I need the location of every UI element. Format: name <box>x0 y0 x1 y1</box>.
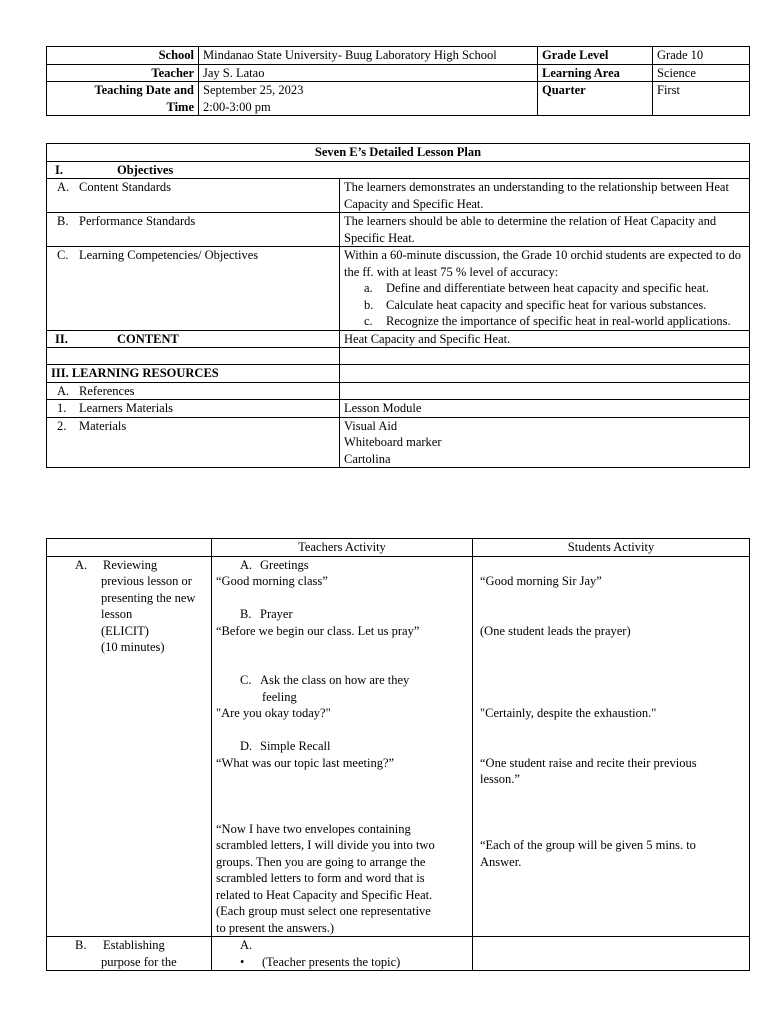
competencies-intro: Within a 60-minute discussion, the Grade 10 orchid students are expected to do the ff. with at least 75 % level of accuracy: <box>344 248 741 279</box>
performance-standards-label: B. Performance Standards <box>47 213 340 247</box>
plan-title: Seven E’s Detailed Lesson Plan <box>47 144 750 162</box>
ask-student-line: "Certainly, despite the exhaustion." <box>480 706 657 720</box>
greetings-student-line: “Good morning Sir Jay” <box>480 574 602 588</box>
empty-cell <box>340 348 750 365</box>
content-standards-value: The learners demonstrates an understanding to the relationship between Heat Capacity and Specific Heat. <box>340 179 750 213</box>
students-activity-header: Students Activity <box>473 539 750 557</box>
competency-item: b. Calculate heat capacity and specific heat for various substances. <box>364 297 707 312</box>
grade-level-label: Grade Level <box>538 47 653 65</box>
lesson-plan-table <box>46 143 750 468</box>
quarter-label: Quarter <box>538 82 653 116</box>
competency-item: a. Define and differentiate between heat capacity and specific heat. <box>364 281 709 295</box>
section-a-label: A. Reviewing previous lesson or presenting the new lesson (ELICIT) (10 minutes) <box>47 556 212 937</box>
performance-standards-value: The learners should be able to determine the relation of Heat Capacity and Specific Heat. <box>340 213 750 247</box>
quarter-value: First <box>653 82 750 116</box>
header-table <box>46 46 750 116</box>
teacher-value: Jay S. Latao <box>199 64 538 82</box>
prayer-heading: B. Prayer <box>240 607 293 621</box>
recall-teacher-line: “What was our topic last meeting?” <box>216 755 395 770</box>
greetings-heading: A. Greetings <box>240 557 309 572</box>
section-a-student <box>473 556 750 937</box>
teachers-activity-header: Teachers Activity <box>212 539 473 557</box>
content-value: Heat Capacity and Specific Heat. <box>340 330 750 348</box>
objectives-heading: I. Objectives <box>47 161 750 179</box>
greetings-teacher-line: “Good morning class” <box>216 574 328 588</box>
bullet-item: • (Teacher presents the topic) <box>240 954 401 969</box>
competencies-value <box>340 247 750 331</box>
section-b-student <box>473 937 750 971</box>
teacher-label: Teacher <box>47 64 199 82</box>
empty-cell <box>47 539 212 557</box>
resources-heading: III. LEARNING RESOURCES <box>47 365 340 383</box>
activity-table <box>46 538 750 971</box>
learners-materials-label: 1. Learners Materials <box>47 400 340 418</box>
section-b-label: B. Establishing purpose for the <box>47 937 212 971</box>
school-value: Mindanao State University- Buug Laboratory High School <box>199 47 538 65</box>
learning-area-value: Science <box>653 64 750 82</box>
content-standards-label: A. Content Standards <box>47 179 340 213</box>
content-heading: II. CONTENT <box>47 330 340 348</box>
empty-cell <box>47 348 340 365</box>
envelope-teacher-text: “Now I have two envelopes containing scrambled letters, I will divide you into two groups. Then you are going to arrange the scrambled letters to form and word that is related to Heat Capacity and Specific Heat. (Each group must select one representative to present the answers.) <box>216 821 435 935</box>
materials-label: 2. Materials <box>47 417 340 468</box>
empty-cell <box>340 382 750 400</box>
prayer-student-line: (One student leads the prayer) <box>480 623 631 638</box>
envelope-student-text: “Each of the group will be given 5 mins. to Answer. <box>480 838 696 869</box>
recall-heading: D. Simple Recall <box>240 739 331 753</box>
materials-value: Visual Aid Whiteboard marker Cartolina <box>340 417 750 468</box>
empty-cell <box>340 365 750 383</box>
learning-area-label: Learning Area <box>538 64 653 82</box>
school-label: School <box>47 47 199 65</box>
competency-item: c. Recognize the importance of specific heat in real-world applications. <box>364 314 731 328</box>
section-b-teacher: A. • (Teacher presents the topic) <box>212 937 473 971</box>
grade-level-value: Grade 10 <box>653 47 750 65</box>
competencies-label: C. Learning Competencies/ Objectives <box>47 247 340 331</box>
learners-materials-value: Lesson Module <box>340 400 750 418</box>
teaching-date-label: Teaching Date and Time <box>47 82 199 116</box>
prayer-teacher-line: “Before we begin our class. Let us pray” <box>216 623 420 638</box>
section-a-teacher: A. Greetings “Good morning class” B. Prayer “Before we begin our class. Let us pray” C. Ask the class on how are they feeling "Are you okay today?" D. Simple Recall “What was our topic last meeting?” “Now I have two envelopes containing scrambled letters, I will divide you into two groups. Then you are going to arrange the scrambled letters to form and word that is related to Heat Capacity and Specific Heat. (Each group must select one representative to present the answers.) <box>212 556 473 937</box>
teaching-date-value: September 25, 2023 2:00-3:00 pm <box>199 82 538 116</box>
references-label: A. References <box>47 382 340 400</box>
recall-student-line: “One student raise and recite their previous lesson.” <box>480 755 697 786</box>
ask-teacher-line: "Are you okay today?" <box>216 706 331 720</box>
ask-heading: C. Ask the class on how are they <box>240 673 410 687</box>
